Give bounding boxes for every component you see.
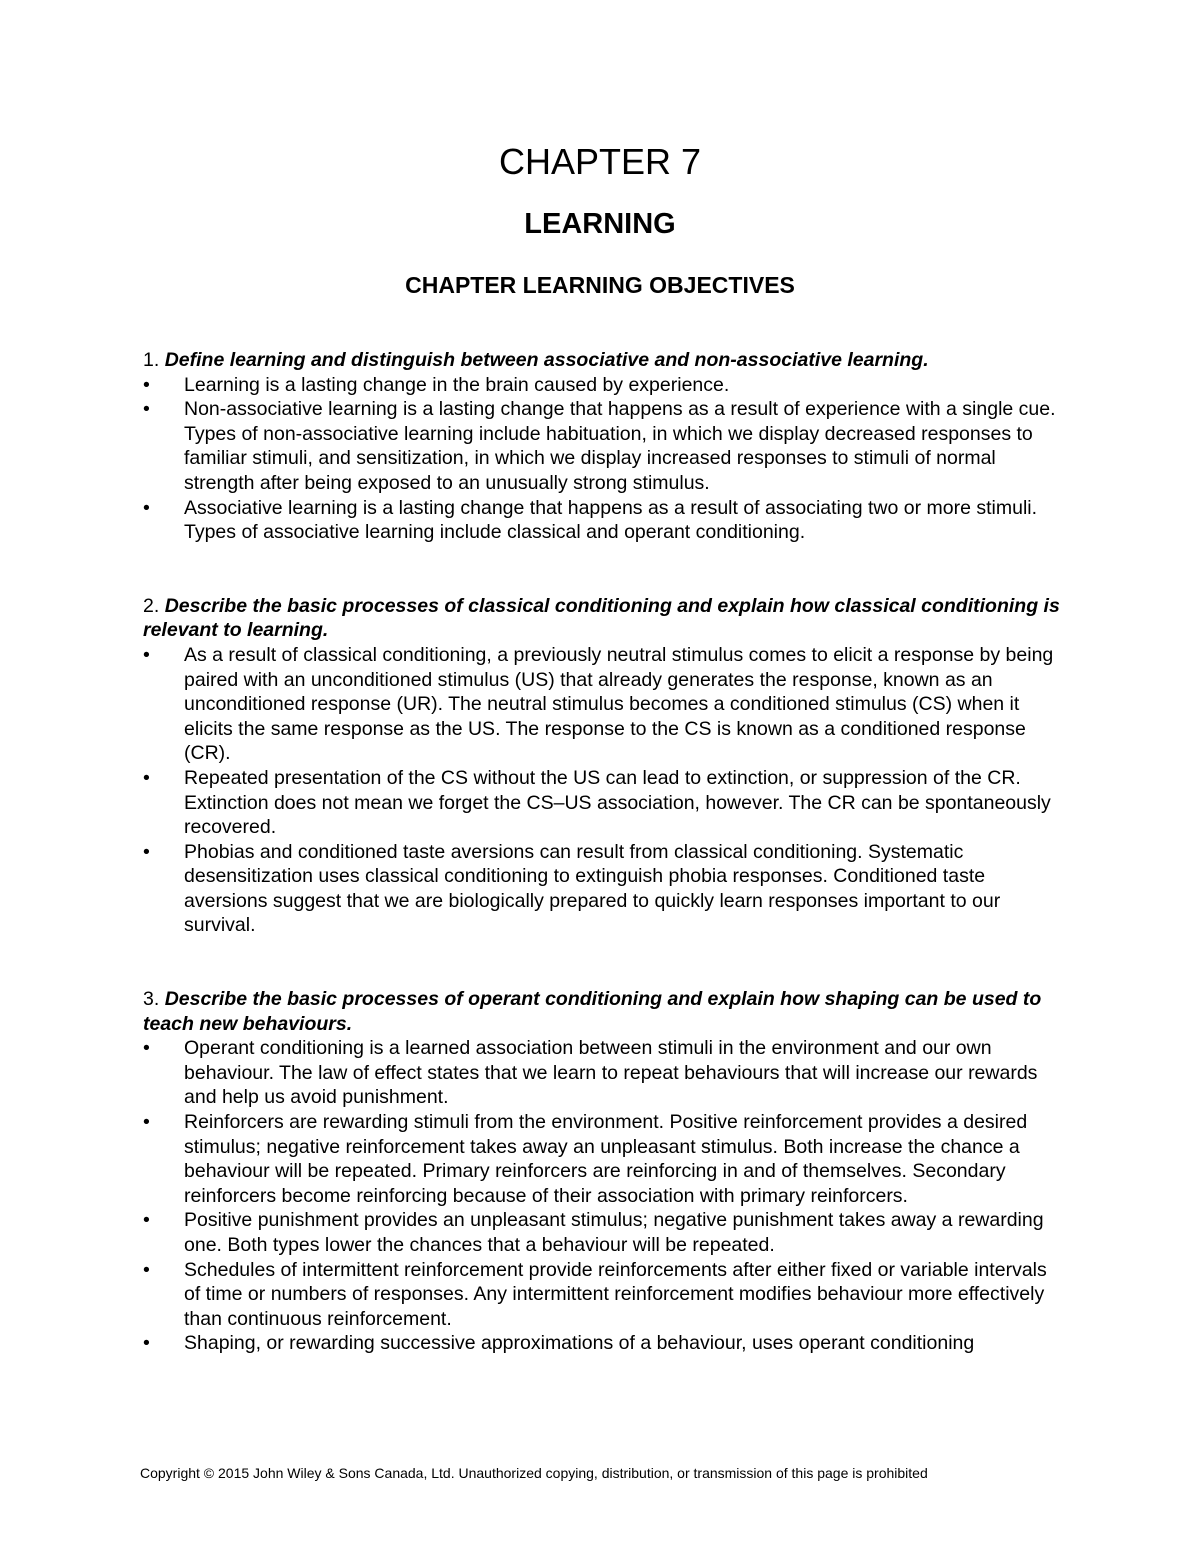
objective-heading — [143, 987, 1063, 1036]
bullet-item — [143, 643, 1063, 766]
bullet-icon: • — [143, 1332, 150, 1355]
bullet-text: Schedules of intermittent reinforcement provide reinforcements after either fixed or variable intervals of time or numbers of responses. Any intermittent reinforcement modifies behaviour more effectively than continuous reinforcement. — [184, 1258, 1047, 1330]
bullet-icon: • — [143, 1209, 150, 1232]
bullet-icon: • — [143, 643, 150, 666]
bullet-text: Learning is a lasting change in the brain caused by experience. — [184, 373, 730, 396]
bullet-icon: • — [143, 398, 150, 421]
bullet-icon: • — [143, 373, 150, 396]
objective-1 — [143, 348, 1063, 545]
bullet-text: Positive punishment provides an unpleasant stimulus; negative punishment takes away a rewarding one. Both types lower the chances that a behaviour will be repeated. — [184, 1209, 1044, 1256]
bullet-item — [143, 766, 1063, 840]
objective-heading — [143, 594, 1063, 643]
bullet-text: As a result of classical conditioning, a previously neutral stimulus comes to elicit a response by being paired with an unconditioned stimulus (US) that already generates the response, known as an unconditioned response (UR). The neutral stimulus becomes a conditioned stimulus (CS) when it elicits the same response as the US. The response to the CS is known as a conditioned response (CR). — [184, 643, 1054, 765]
bullet-item — [143, 1331, 1063, 1356]
bullet-text: Shaping, or rewarding successive approximations of a behaviour, uses operant conditioning — [184, 1332, 975, 1355]
bullet-item — [143, 840, 1063, 938]
copyright-footer: Copyright © 2015 John Wiley & Sons Canada, Ltd. Unauthorized copying, distribution, or transmission of this page is prohibited — [140, 1465, 928, 1481]
chapter-number: CHAPTER 7 — [498, 141, 702, 182]
bullet-item — [143, 1258, 1063, 1332]
bullet-item — [143, 373, 1063, 398]
bullet-text: Non-associative learning is a lasting change that happens as a result of experience with a single cue. Types of non-associative learning include habituation, in which we display decreased responses to familiar stimuli, and sensitization, in which we display increased responses to stimuli of normal strength after being exposed to an unusually strong stimulus. — [184, 398, 1056, 494]
bullet-item — [143, 1208, 1063, 1257]
objective-title: Describe the basic processes of operant conditioning and explain how shaping can be used to teach new behaviours. — [143, 988, 1042, 1035]
objective-title: Define learning and distinguish between associative and non-associative learning. — [164, 349, 929, 371]
bullet-icon: • — [143, 840, 150, 863]
bullet-text: Operant conditioning is a learned association between stimuli in the environment and our own behaviour. The law of effect states that we learn to repeat behaviours that will increase our rewards and help us avoid punishment. — [184, 1037, 1038, 1109]
bullet-text: Associative learning is a lasting change that happens as a result of associating two or more stimuli. Types of associative learning include classical and operant conditioning. — [184, 496, 1038, 544]
bullet-item — [143, 1036, 1063, 1110]
bullet-text: Repeated presentation of the CS without the US can lead to extinction, or suppression of the CR. Extinction does not mean we forget the CS–US association, however. The CR can be spontaneously recovered. — [184, 766, 1051, 839]
objective-heading — [143, 348, 1063, 373]
bullet-item — [143, 496, 1063, 545]
objective-title: Describe the basic processes of classical conditioning and explain how classical conditioning is relevant to learning. — [143, 594, 1060, 642]
objective-2 — [143, 594, 1063, 938]
bullet-icon: • — [143, 766, 150, 789]
objective-number: 3. — [143, 988, 160, 1011]
bullet-text: Phobias and conditioned taste aversions can result from classical conditioning. Systematic desensitization uses classical conditioning to extinguish phobia responses. Conditioned taste aversions suggest that we are biologically prepared to quickly learn responses important to our survival. — [184, 840, 1001, 937]
bullet-icon: • — [143, 1111, 150, 1134]
section-heading: CHAPTER LEARNING OBJECTIVES — [405, 272, 795, 298]
bullet-item — [143, 1110, 1063, 1208]
bullet-icon: • — [143, 1037, 150, 1060]
bullet-list — [143, 1036, 1063, 1356]
objective-3 — [143, 987, 1063, 1356]
bullet-list — [143, 373, 1063, 545]
objective-number: 2. — [143, 594, 160, 617]
bullet-item — [143, 397, 1063, 495]
objectives-list — [143, 348, 1063, 1356]
bullet-icon: • — [143, 1258, 150, 1281]
chapter-title: LEARNING — [524, 208, 676, 240]
objective-number: 1. — [143, 349, 160, 371]
bullet-text: Reinforcers are rewarding stimuli from the environment. Positive reinforcement provides a desired stimulus; negative reinforcement takes away an unpleasant stimulus. Both increase the chance a behaviour will be repeated. Primary reinforcers are reinforcing in and of themselves. Secondary reinforcers become reinforcing because of their association with primary reinforcers. — [184, 1111, 1028, 1207]
bullet-list — [143, 643, 1063, 938]
bullet-icon: • — [143, 496, 150, 519]
